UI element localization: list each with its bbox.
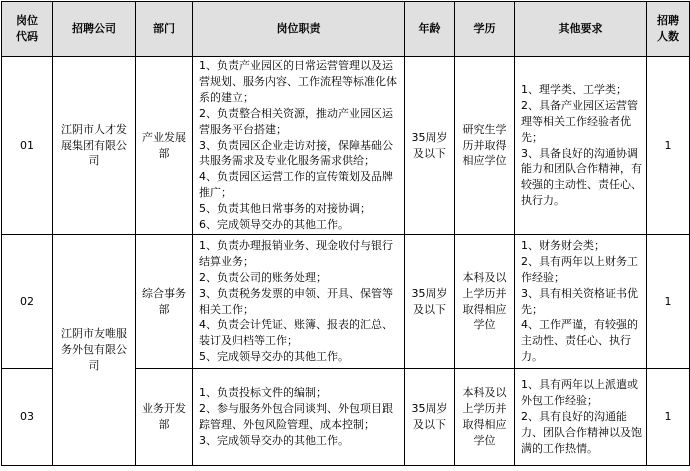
table-row [2, 235, 690, 369]
requirement-item: 2、具备产业园区运营管理等相关工作经验者优先； [521, 98, 638, 144]
duty-item: 1、负责产业园区的日常运营管理以及运营规划、服务内容、工作流程等标准化体系的建立； [199, 58, 397, 104]
duty-item: 2、负责整合相关资源，推动产业园区运营服务平台搭建； [199, 106, 393, 136]
cell-company: 江阴市人才发展集团有限公司 [53, 57, 136, 235]
cell-duties [193, 235, 405, 369]
recruitment-table [1, 1, 690, 466]
duty-item: 3、负责税务发票的申领、开具、保管等相关工作； [199, 286, 393, 316]
cell-dept: 业务开发部 [136, 369, 193, 466]
cell-code: 01 [2, 57, 53, 235]
header-edu: 学历 [455, 2, 515, 57]
duty-item: 3、负责园区企业走访对接，保障基础公共服务需求及专业化服务需求供给； [199, 138, 393, 168]
cell-dept: 产业发展部 [136, 57, 193, 235]
duty-item: 5、完成领导交办的其他工作。 [199, 350, 349, 364]
requirement-item: 3、具备良好的沟通协调能力和团队合作精神，有较强的主动性、责任心、执行力。 [521, 146, 642, 208]
cell-count: 1 [647, 235, 690, 369]
cell-other [515, 235, 647, 369]
cell-other [515, 57, 647, 235]
cell-dept: 综合事务部 [136, 235, 193, 369]
requirement-item: 1、财务财会类； [521, 238, 605, 252]
cell-duties [193, 369, 405, 466]
cell-age: 35周岁及以下 [405, 369, 455, 466]
requirement-item: 1、具有两年以上派遣或外包工作经验； [521, 378, 638, 408]
header-age: 年龄 [405, 2, 455, 57]
header-other: 其他要求 [515, 2, 647, 57]
cell-code: 03 [2, 369, 53, 466]
duty-item: 4、负责会计凭证、账簿、报表的汇总、装订及归档等工作； [199, 318, 393, 348]
requirement-item: 3、具有相关资格证书优先； [521, 286, 638, 316]
table-row [2, 57, 690, 235]
duty-item: 1、负责投标文件的编制； [199, 386, 327, 400]
header-row [2, 2, 690, 57]
duty-item: 2、负责公司的账务处理； [199, 270, 327, 284]
duty-item: 4、负责园区运营工作的宣传策划及品牌推广； [199, 170, 393, 200]
header-duties: 岗位职责 [193, 2, 405, 57]
requirement-item: 2、具有两年以上财务工作经验； [521, 254, 638, 284]
header-dept: 部门 [136, 2, 193, 57]
cell-count: 1 [647, 57, 690, 235]
cell-duties [193, 57, 405, 235]
duty-item: 1、负责办理报销业务、现金收付与银行结算业务； [199, 238, 393, 268]
duty-item: 2、参与服务外包合同谈判、外包项目跟踪管理、外包风险管理、成本控制； [199, 402, 393, 431]
cell-edu: 本科及以上学历并取得相应学位 [455, 235, 515, 369]
duty-item: 6、完成领导交办的其他工作。 [199, 218, 349, 232]
cell-code: 02 [2, 235, 53, 369]
cell-count: 1 [647, 369, 690, 466]
cell-other [515, 369, 647, 466]
cell-age: 35周岁及以下 [405, 57, 455, 235]
cell-company: 江阴市友唯服务外包有限公司 [53, 235, 136, 466]
duty-item: 5、负责其他日常事务的对接协调； [199, 202, 371, 216]
header-count: 招聘 人数 [647, 2, 690, 57]
cell-age: 35周岁及以下 [405, 235, 455, 369]
requirement-item: 2、具有良好的沟通能力、团队合作精神以及饱满的工作热情。 [521, 410, 642, 455]
cell-edu: 本科及以上学历并取得相应学位 [455, 369, 515, 466]
cell-edu: 研究生学历并取得相应学位 [455, 57, 515, 235]
header-code: 岗位 代码 [2, 2, 53, 57]
requirement-item: 1、理学类、工学类； [521, 82, 627, 96]
duty-item: 3、完成领导交办的其他工作。 [199, 433, 349, 447]
header-company: 招聘公司 [53, 2, 136, 57]
requirement-item: 4、工作严谨，有较强的主动性、责任心、执行力。 [521, 318, 638, 364]
